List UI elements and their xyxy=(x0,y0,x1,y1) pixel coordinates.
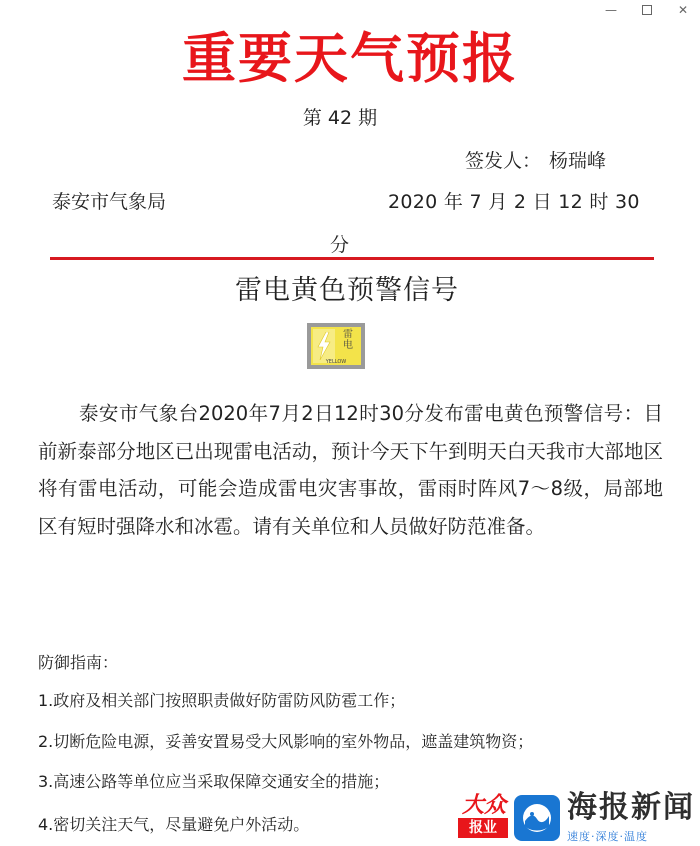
wave-icon xyxy=(520,802,554,834)
lightning-bolt-icon xyxy=(317,332,331,360)
dazhong-logo: 大众 报业 xyxy=(458,794,508,840)
maximize-icon[interactable] xyxy=(636,2,658,18)
issuer-name: 杨瑞峰 xyxy=(549,150,607,172)
signal-title: 雷电黄色预警信号 xyxy=(235,275,459,306)
signal-icon-label: 雷 电 xyxy=(343,329,353,351)
guide-item: 1.政府及相关部门按照职责做好防雷防风防雹工作； xyxy=(38,691,406,710)
guide-item: 3.高速公路等单位应当采取保障交通安全的措施； xyxy=(38,772,390,791)
issuer xyxy=(465,146,606,173)
window-titlebar xyxy=(0,0,700,22)
close-icon[interactable]: ✕ xyxy=(677,3,689,17)
document-title: 重要天气预报 xyxy=(182,27,518,90)
issue-datetime-wrap: 分 xyxy=(330,234,350,256)
guide-item: 4.密切关注天气，尽量避免户外活动。 xyxy=(38,815,310,834)
minimize-icon[interactable]: — xyxy=(605,3,617,17)
haibao-news-logo: 海报新闻 速度·深度·温度 xyxy=(567,790,695,843)
issue-datetime: 2020 年 7 月 2 日 12 时 30 xyxy=(388,191,640,213)
guide-heading: 防御指南： xyxy=(38,653,119,672)
signal-icon-footer: YELLOW xyxy=(325,359,347,365)
red-divider xyxy=(50,257,654,260)
issue-number: 第 42 期 xyxy=(302,107,378,129)
guide-item: 2.切断危险电源，妥善安置易受大风影响的室外物品，遮盖建筑物资； xyxy=(38,732,534,751)
thunder-yellow-warning-icon xyxy=(307,323,365,369)
issuer-label: 签发人： xyxy=(465,150,542,172)
organization: 泰安市气象局 xyxy=(52,191,167,213)
haibao-app-icon xyxy=(514,795,560,841)
warning-paragraph: 泰安市气象台2020年7月2日12时30分发布雷电黄色预警信号：目前新泰部分地区已出现雷电活动，预计今天下午到明天白天我市大部地区将有雷电活动，可能会造成雷电灾害事故，雷雨时阵风7～8级，局部地区有短时强降水和冰雹。请有关单位和人员做好防范准备。 xyxy=(38,402,663,538)
